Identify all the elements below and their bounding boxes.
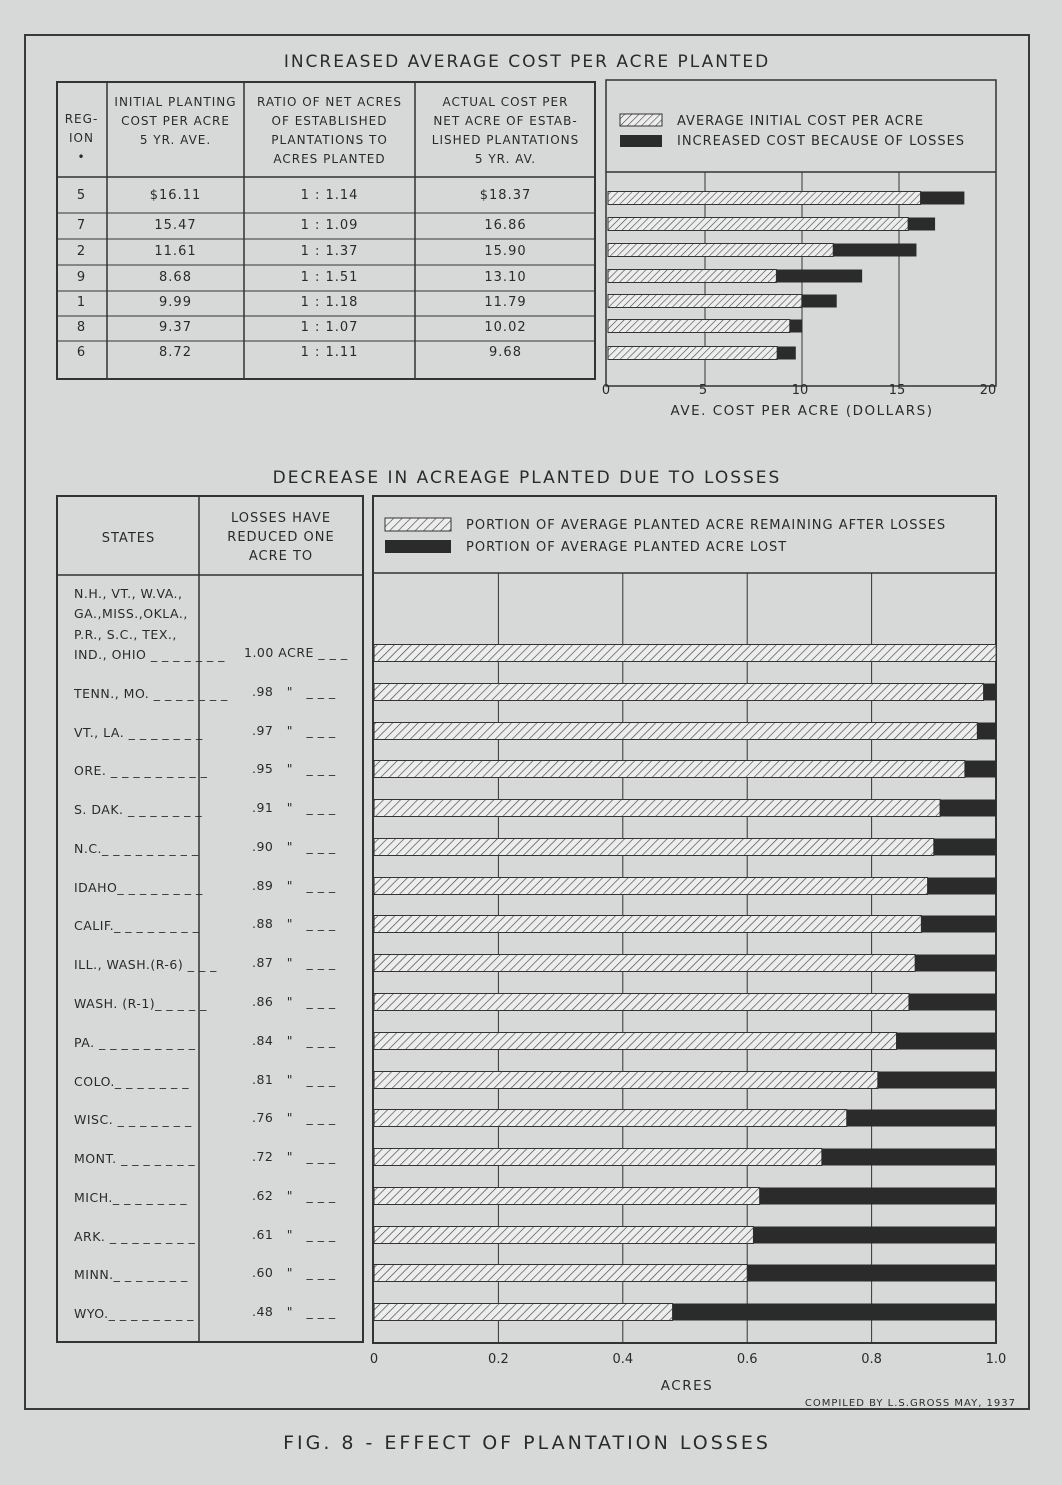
bottom-x-tick-label: 0.2 xyxy=(488,1352,509,1367)
bottom-bar-remaining xyxy=(374,645,996,662)
state-label: TENN., MO. _ _ _ _ _ _ _ xyxy=(74,686,228,701)
top-table-cell: 1 : 1.14 xyxy=(300,188,359,203)
state-label: ORE. _ _ _ _ _ _ _ _ _ xyxy=(74,763,208,778)
state-label: WASH. (R-1)_ _ _ _ _ xyxy=(74,996,207,1011)
top-table-cell: 11.79 xyxy=(484,295,527,310)
top-table-cell: 1 : 1.18 xyxy=(300,295,359,310)
bottom-bar-lost xyxy=(977,723,996,740)
state-label: N.H., VT., W.VA., GA.,MISS.,OKLA., P.R., S.C., TEX., IND., OHIO _ _ _ _ _ _ _ xyxy=(74,585,225,662)
bottom-bar-lost xyxy=(984,684,996,701)
top-table-cell: 10.02 xyxy=(484,320,527,335)
top-chart-xlabel: AVE. COST PER ACRE (DOLLARS) xyxy=(670,403,934,419)
reduced-acre-value: 1.00 ACRE _ _ _ xyxy=(244,645,348,660)
reduced-acre-value: .97 " _ _ _ xyxy=(252,723,336,738)
top-bar-initial-1 xyxy=(608,295,802,308)
top-table-cell: 6 xyxy=(76,345,87,360)
reduced-acre-value: .60 " _ _ _ xyxy=(252,1265,336,1280)
reduced-acre-value: .87 " _ _ _ xyxy=(252,955,336,970)
top-table-cell: 8.68 xyxy=(159,270,192,285)
top-table-cell: 2 xyxy=(76,244,87,259)
reduced-acre-value: .98 " _ _ _ xyxy=(252,684,336,699)
bottom-x-tick-label: 0.4 xyxy=(612,1352,634,1367)
state-label: ARK. _ _ _ _ _ _ _ _ xyxy=(74,1229,196,1244)
top-x-tick-label: 5 xyxy=(698,383,708,398)
bottom-bar-remaining xyxy=(374,955,915,972)
state-label: IDAHO_ _ _ _ _ _ _ _ xyxy=(74,880,203,895)
top-table-cell: 1 : 1.07 xyxy=(300,320,359,335)
bottom-bar-remaining xyxy=(374,1227,753,1244)
state-label: COLO._ _ _ _ _ _ _ xyxy=(74,1074,189,1089)
top-table-header-1: INITIAL PLANTING COST PER ACRE 5 YR. AVE. xyxy=(114,95,237,147)
state-label: WISC. _ _ _ _ _ _ _ xyxy=(74,1112,192,1127)
bottom-bar-lost xyxy=(878,1072,996,1089)
legend-swatch-lost xyxy=(385,540,451,553)
bottom-bar-lost xyxy=(747,1265,996,1282)
top-table-cell: 7 xyxy=(76,218,87,233)
top-table-cell: 15.90 xyxy=(484,244,527,259)
reduced-acre-value: .84 " _ _ _ xyxy=(252,1033,336,1048)
top-bar-increase-6 xyxy=(777,347,796,360)
state-label: MINN._ _ _ _ _ _ _ xyxy=(74,1267,188,1282)
state-label: VT., LA. _ _ _ _ _ _ _ xyxy=(74,725,203,740)
state-label: WYO._ _ _ _ _ _ _ _ xyxy=(74,1306,194,1321)
bottom-bar-remaining xyxy=(374,761,965,778)
top-x-tick-label: 20 xyxy=(979,383,997,398)
top-table-cell: 8.72 xyxy=(159,345,192,360)
reduced-acre-value: .89 " _ _ _ xyxy=(252,878,336,893)
top-table-cell: 1 : 1.37 xyxy=(300,244,359,259)
top-table-cell: 8 xyxy=(76,320,87,335)
state-label: MONT. _ _ _ _ _ _ _ xyxy=(74,1151,196,1166)
top-bar-increase-7 xyxy=(908,218,935,231)
bottom-bar-lost xyxy=(847,1110,996,1127)
bottom-bar-remaining xyxy=(374,800,940,817)
state-label: PA. _ _ _ _ _ _ _ _ _ xyxy=(74,1035,196,1050)
reduced-acre-value: .91 " _ _ _ xyxy=(252,800,336,815)
reduced-acre-value: .86 " _ _ _ xyxy=(252,994,336,1009)
bottom-bar-remaining xyxy=(374,1149,822,1166)
bottom-bar-lost xyxy=(915,955,996,972)
bottom-x-tick-label: 0 xyxy=(369,1352,379,1367)
top-table-cell: 16.86 xyxy=(484,218,527,233)
bottom-bar-remaining xyxy=(374,684,984,701)
reduced-acre-value: .90 " _ _ _ xyxy=(252,839,336,854)
bottom-bar-remaining xyxy=(374,1110,847,1127)
reduced-acre-value: .88 " _ _ _ xyxy=(252,916,336,931)
bottom-x-tick-label: 0.8 xyxy=(861,1352,882,1367)
top-bar-initial-8 xyxy=(608,320,790,333)
top-table-cell: 9.99 xyxy=(159,295,192,310)
reduced-acre-value: .72 " _ _ _ xyxy=(252,1149,336,1164)
bottom-bar-lost xyxy=(909,994,996,1011)
top-table-header-2: RATIO OF NET ACRES OF ESTABLISHED PLANTATIONS TO ACRES PLANTED xyxy=(256,95,403,166)
top-table-cell: 15.47 xyxy=(154,218,197,233)
bottom-bar-remaining xyxy=(374,1265,747,1282)
state-label: CALIF._ _ _ _ _ _ _ _ xyxy=(74,918,200,933)
bottom-x-tick-label: 0.6 xyxy=(736,1352,758,1367)
bottom-bar-chart xyxy=(360,492,1010,1402)
top-bar-initial-2 xyxy=(608,244,833,257)
top-table-cell: 9.37 xyxy=(159,320,192,335)
top-bar-increase-9 xyxy=(776,270,862,283)
top-x-tick-label: 15 xyxy=(888,383,906,398)
top-bar-increase-8 xyxy=(790,320,803,333)
bottom-bar-remaining xyxy=(374,878,928,895)
top-table-cell: 13.10 xyxy=(484,270,527,285)
state-label: MICH._ _ _ _ _ _ _ xyxy=(74,1190,187,1205)
top-table-cell: 11.61 xyxy=(154,244,197,259)
reduced-acre-value: .48 " _ _ _ xyxy=(252,1304,336,1319)
top-table-header-3: ACTUAL COST PER NET ACRE OF ESTAB- LISHED PLANTATIONS 5 YR. AV. xyxy=(431,95,580,166)
legend-swatch-remaining xyxy=(385,518,451,531)
bottom-bar-lost xyxy=(921,916,996,933)
bottom-bar-lost xyxy=(760,1188,996,1205)
bottom-bar-remaining xyxy=(374,1072,878,1089)
bottom-bar-lost xyxy=(753,1227,996,1244)
top-table-cell: $16.11 xyxy=(149,188,202,203)
top-table-cell: $18.37 xyxy=(479,188,532,203)
bottom-bar-remaining xyxy=(374,1304,673,1321)
bottom-bar-lost xyxy=(928,878,996,895)
top-table-cell: 9 xyxy=(76,270,87,285)
top-bar-increase-5 xyxy=(921,192,965,205)
top-x-tick-label: 10 xyxy=(791,383,809,398)
bottom-chart-title: DECREASE IN ACREAGE PLANTED DUE TO LOSSES xyxy=(272,468,782,488)
legend-swatch-initial-cost xyxy=(620,114,662,126)
legend-label-remaining: PORTION OF AVERAGE PLANTED ACRE REMAINING AFTER LOSSES xyxy=(466,518,947,533)
state-label: S. DAK. _ _ _ _ _ _ _ xyxy=(74,802,203,817)
bottom-bar-lost xyxy=(934,839,996,856)
reduced-acre-value: .62 " _ _ _ xyxy=(252,1188,336,1203)
reduced-acre-value: .76 " _ _ _ xyxy=(252,1110,336,1125)
top-bar-initial-5 xyxy=(608,192,921,205)
figure-caption: FIG. 8 - EFFECT OF PLANTATION LOSSES xyxy=(283,1432,771,1454)
top-bar-initial-7 xyxy=(608,218,908,231)
top-table-header-0: REG- ION • xyxy=(64,112,99,164)
bottom-bar-remaining xyxy=(374,1033,896,1050)
top-table-cell: 1 xyxy=(76,295,87,310)
bottom-bar-remaining xyxy=(374,994,909,1011)
state-label: ILL., WASH.(R-6) _ _ _ xyxy=(74,957,217,972)
bottom-bar-lost xyxy=(940,800,996,817)
bottom-bar-lost xyxy=(965,761,996,778)
reduced-acre-value: .95 " _ _ _ xyxy=(252,761,336,776)
top-table-cell: 1 : 1.11 xyxy=(300,345,359,360)
bottom-x-tick-label: 1.0 xyxy=(985,1352,1007,1367)
bottom-bar-remaining xyxy=(374,839,934,856)
bottom-bar-lost xyxy=(673,1304,996,1321)
header-losses: LOSSES HAVE REDUCED ONE ACRE TO xyxy=(227,511,335,564)
bottom-chart-xlabel: ACRES xyxy=(660,1378,714,1394)
top-table-cell: 5 xyxy=(76,188,87,203)
bottom-bar-lost xyxy=(896,1033,996,1050)
top-table-cell: 9.68 xyxy=(489,345,522,360)
reduced-acre-value: .61 " _ _ _ xyxy=(252,1227,336,1242)
legend-label-initial-cost: AVERAGE INITIAL COST PER ACRE xyxy=(677,114,925,129)
top-bar-increase-2 xyxy=(833,244,916,257)
top-bar-initial-6 xyxy=(608,347,777,360)
header-states: STATES xyxy=(101,531,156,546)
top-bar-chart xyxy=(601,78,1004,428)
credit-text: COMPILED BY L.S.GROSS MAY, 1937 xyxy=(804,1398,1016,1409)
bottom-bar-remaining xyxy=(374,723,977,740)
top-x-tick-label: 0 xyxy=(601,383,611,398)
reduced-acre-value: .81 " _ _ _ xyxy=(252,1072,336,1087)
bottom-bar-remaining xyxy=(374,916,921,933)
top-table-cell: 1 : 1.51 xyxy=(300,270,359,285)
legend-swatch-increased-cost xyxy=(620,135,662,147)
top-table-cell: 1 : 1.09 xyxy=(300,218,359,233)
state-label: N.C._ _ _ _ _ _ _ _ _ xyxy=(74,841,199,856)
top-chart-title: INCREASED AVERAGE COST PER ACRE PLANTED xyxy=(283,52,771,72)
bottom-bar-remaining xyxy=(374,1188,760,1205)
top-bar-increase-1 xyxy=(802,295,837,308)
legend-label-increased-cost: INCREASED COST BECAUSE OF LOSSES xyxy=(677,134,966,149)
top-bar-initial-9 xyxy=(608,270,776,283)
bottom-bar-lost xyxy=(822,1149,996,1166)
legend-label-lost: PORTION OF AVERAGE PLANTED ACRE LOST xyxy=(466,540,788,555)
